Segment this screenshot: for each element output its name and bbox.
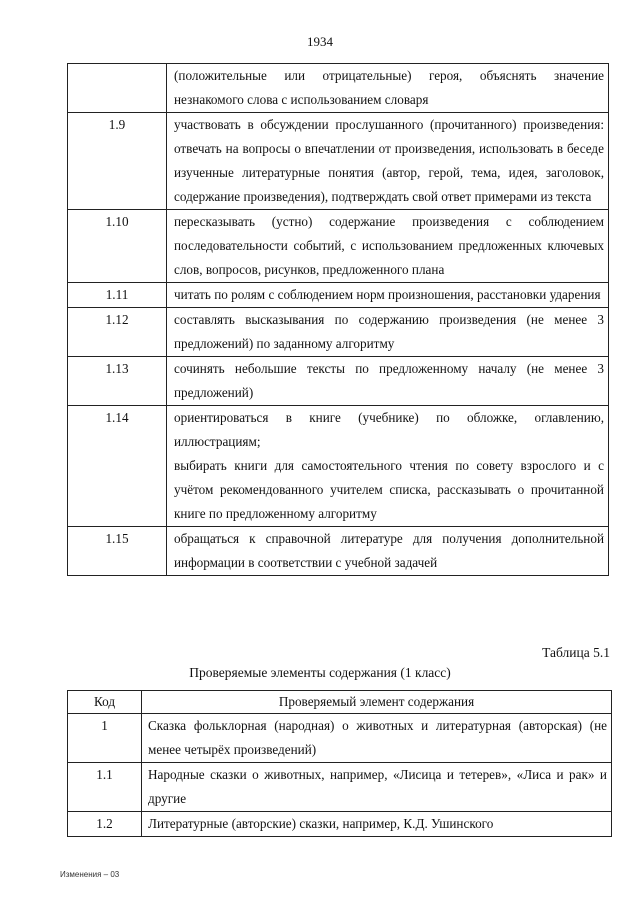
row-code: 1.12	[68, 308, 167, 357]
row-text: Литературные (авторские) сказки, например, К.Д. Ушинского	[142, 812, 612, 837]
row-code: 1.15	[68, 527, 167, 576]
table-row	[68, 64, 609, 113]
table-row	[68, 714, 612, 763]
row-code: 1.2	[68, 812, 142, 837]
row-text	[167, 406, 609, 527]
row-code: 1.9	[68, 113, 167, 210]
row-code: 1.10	[68, 210, 167, 283]
row-code: 1	[68, 714, 142, 763]
row-text: участвовать в обсуждении прослушанного (прочитанного) произведения: отвечать на вопросы о впечатлении от произведения, использовать в беседе изученные литературные понятия (автор, герой, тема, идея, заголовок, содержание произведения), подтверждать свой ответ примерами из текста	[167, 113, 609, 210]
page-number: 1934	[307, 34, 333, 49]
row-text: читать по ролям с соблюдением норм произношения, расстановки ударения	[167, 283, 609, 308]
row-text: Сказка фольклорная (народная) о животных и литературная (авторская) (не менее четырёх произведений)	[142, 714, 612, 763]
row-text: составлять высказывания по содержанию произведения (не менее 3 предложений) по заданному алгоритму	[167, 308, 609, 357]
table-row	[68, 113, 609, 210]
row-code	[68, 64, 167, 113]
table-row	[68, 527, 609, 576]
row-text: сочинять небольшие тексты по предложенному началу (не менее 3 предложений)	[167, 357, 609, 406]
table-row	[68, 406, 609, 527]
row-text-part: ориентироваться в книге (учебнике) по обложке, оглавлению, иллюстрациям;	[174, 410, 604, 449]
header-element: Проверяемый элемент содержания	[142, 691, 612, 714]
row-text-part: выбирать книги для самостоятельного чтения по совету взрослого и с учётом рекомендованного учителем списка, рассказывать о прочитанной книге по предложенному алгоритму	[174, 458, 604, 521]
table-row	[68, 210, 609, 283]
row-text: обращаться к справочной литературе для получения дополнительной информации в соответствии с учебной задачей	[167, 527, 609, 576]
table-title: Проверяемые элементы содержания (1 класс)	[189, 665, 451, 680]
table-header-row	[68, 691, 612, 714]
row-text: (положительные или отрицательные) героя, объяснять значение незнакомого слова с использованием словаря	[167, 64, 609, 113]
table-row	[68, 308, 609, 357]
row-code: 1.11	[68, 283, 167, 308]
table-label: Таблица 5.1	[542, 645, 610, 660]
row-code: 1.1	[68, 763, 142, 812]
requirements-table	[67, 63, 609, 576]
row-code: 1.13	[68, 357, 167, 406]
header-code: Код	[68, 691, 142, 714]
row-code: 1.14	[68, 406, 167, 527]
table-row	[68, 763, 612, 812]
content-elements-table	[67, 690, 612, 837]
table-row	[68, 283, 609, 308]
footer-note: Изменения – 03	[60, 870, 120, 879]
row-text: пересказывать (устно) содержание произведения с соблюдением последовательности событий, с использованием предложенных ключевых слов, вопросов, рисунков, предложенного плана	[167, 210, 609, 283]
table-row	[68, 357, 609, 406]
table-row	[68, 812, 612, 837]
row-text: Народные сказки о животных, например, «Лисица и тетерев», «Лиса и рак» и другие	[142, 763, 612, 812]
